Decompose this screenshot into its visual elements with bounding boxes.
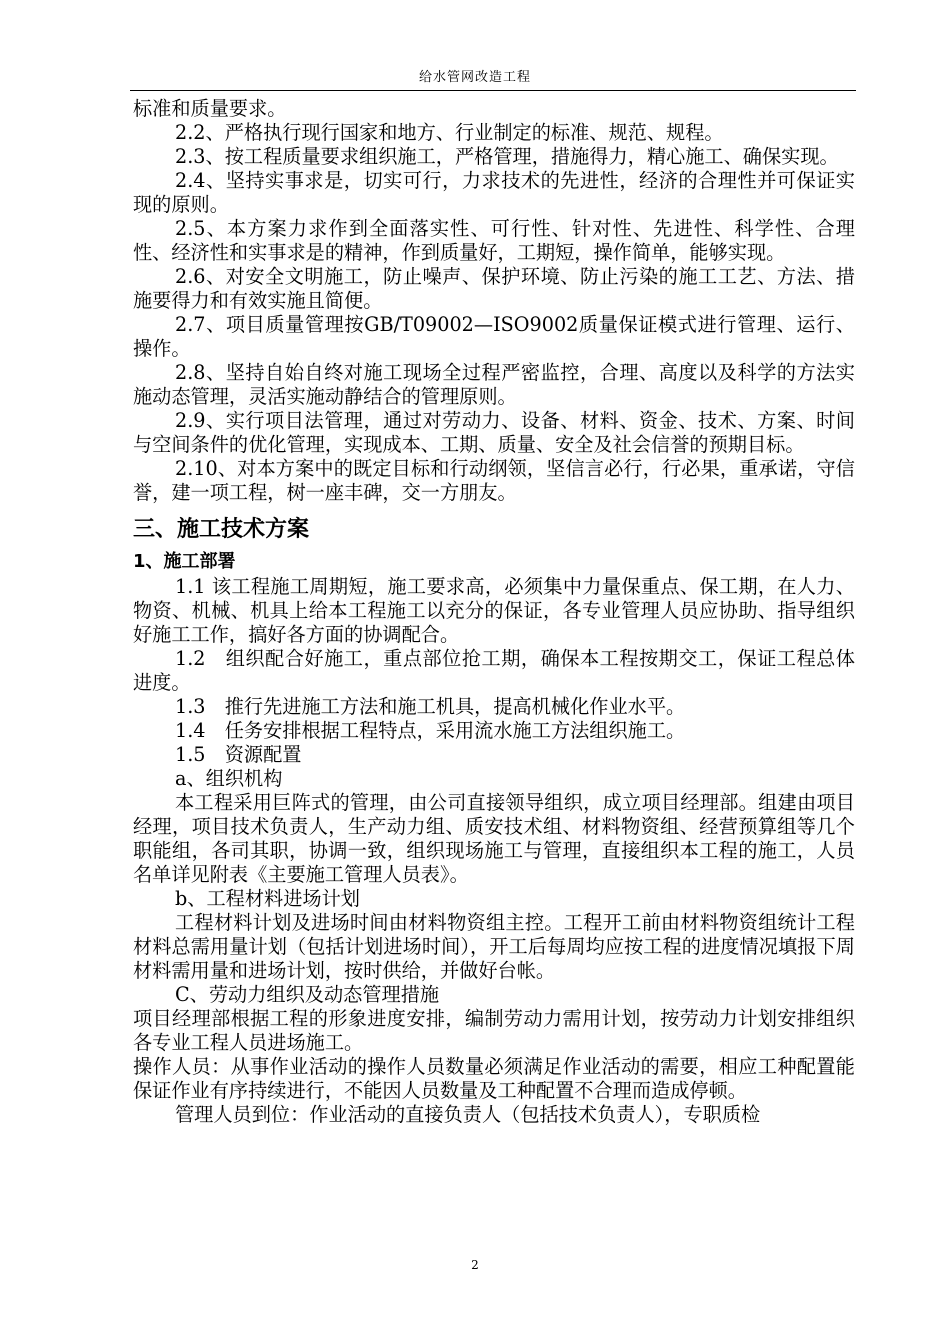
paragraph: 2.8、坚持自始自终对施工现场全过程严密监控，合理、高度以及科学的方法实施动态管理，灵活实施动静结合的管理原则。	[133, 361, 855, 408]
paragraph: 工程材料计划及进场时间由材料物资组主控。工程开工前由材料物资组统计工程材料总需用量计划（包括计划进场时间），开工后每周均应按工程的进度情况填报下周材料需用量和进场计划，按时供给，并做好台帐。	[133, 911, 855, 982]
subsection-heading: 1、施工部署	[133, 551, 236, 572]
paragraph: 项目经理部根据工程的形象进度安排，编制劳动力需用计划，按劳动力计划安排组织各专业工程人员进场施工。	[133, 1007, 855, 1054]
paragraph: 2.4、坚持实事求是，切实可行，力求技术的先进性，经济的合理性并可保证实现的原则。	[133, 169, 855, 216]
paragraph: 2.3、按工程质量要求组织施工，严格管理，措施得力，精心施工、确保实现。	[175, 145, 839, 168]
paragraph: a、组织机构	[175, 767, 283, 790]
paragraph: 标准和质量要求。	[133, 97, 287, 120]
page-header: 给水管网改造工程	[418, 70, 531, 85]
paragraph: 2.7、项目质量管理按GB/T09002—ISO9002质量保证模式进行管理、运行、操作。	[133, 313, 855, 360]
paragraph: 2.2、严格执行现行国家和地方、行业制定的标准、规范、规程。	[175, 121, 724, 144]
paragraph: 1.1 该工程施工周期短，施工要求高，必须集中力量保重点、保工期，在人力、物资、机械、机具上给本工程施工以充分的保证，各专业管理人员应协助、指导组织好施工工作，搞好各方面的协调配合。	[133, 575, 855, 646]
paragraph: 1.5 资源配置	[175, 743, 302, 766]
paragraph: 2.6、对安全文明施工，防止噪声、保护环境、防止污染的施工工艺、方法、措施要得力和有效实施且简便。	[133, 265, 855, 312]
paragraph: 1.3 推行先进施工方法和施工机具，提高机械化作业水平。	[175, 695, 686, 718]
paragraph: 1.4 任务安排根据工程特点，采用流水施工方法组织施工。	[175, 719, 686, 742]
paragraph: 操作人员：从事作业活动的操作人员数量必须满足作业活动的需要，相应工种配置能保证作业有序持续进行，不能因人员数量及工种配置不合理而造成停顿。	[133, 1055, 855, 1102]
paragraph: 本工程采用巨阵式的管理，由公司直接领导组织，成立项目经理部。组建由项目经理，项目技术负责人，生产动力组、质安技术组、材料物资组、经营预算组等几个职能组，各司其职，协调一致，组织现场施工与管理，直接组织本工程的施工，人员名单详见附表《主要施工管理人员表》。	[133, 791, 855, 886]
paragraph: 管理人员到位：作业活动的直接负责人（包括技术负责人），专职质检	[175, 1103, 761, 1126]
paragraph: 2.9、实行项目法管理，通过对劳动力、设备、材料、资金、技术、方案、时间与空间条件的优化管理，实现成本、工期、质量、安全及社会信誉的预期目标。	[133, 409, 855, 456]
paragraph: 2.10、对本方案中的既定目标和行动纲领，坚信言必行，行必果，重承诺，守信誉，建一项工程，树一座丰碑，交一方朋友。	[133, 457, 855, 504]
paragraph: 1.2 组织配合好施工，重点部位抢工期，确保本工程按期交工，保证工程总体进度。	[133, 647, 855, 694]
header-divider	[130, 90, 856, 91]
page-number: 2	[471, 1258, 479, 1272]
paragraph: C、劳动力组织及动态管理措施	[175, 983, 440, 1006]
paragraph: 2.5、本方案力求作到全面落实性、可行性、针对性、先进性、科学性、合理性、经济性和实事求是的精神，作到质量好，工期短，操作简单，能够实现。	[133, 217, 855, 264]
paragraph: b、工程材料进场计划	[175, 887, 360, 910]
document-body	[133, 97, 855, 1127]
section-heading: 三、施工技术方案	[133, 517, 310, 542]
